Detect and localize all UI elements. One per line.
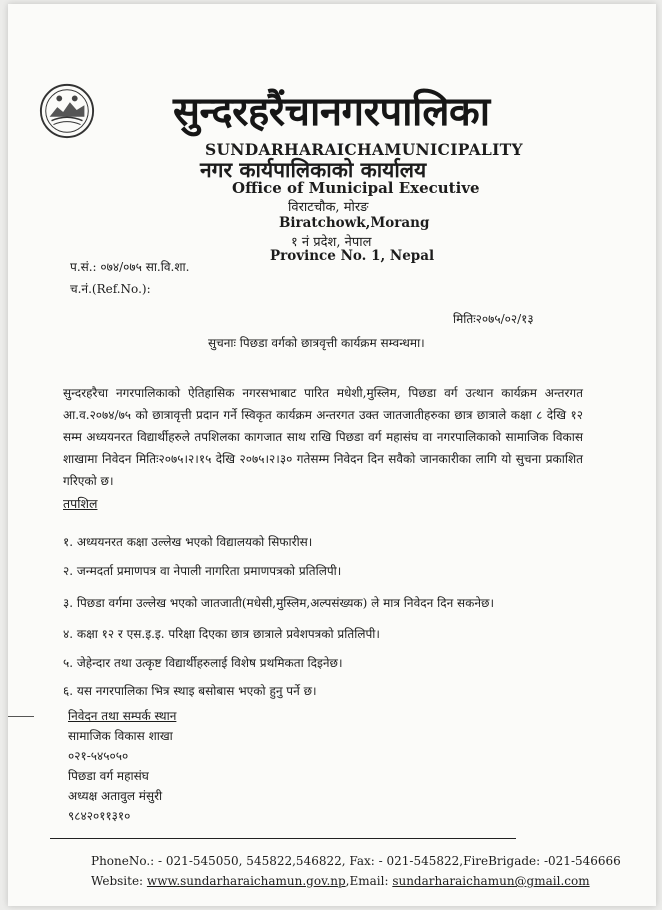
contact-line: पिछडा वर्ग महासंघ (68, 769, 149, 783)
margin-mark (8, 716, 34, 717)
contact-line: ९८४२०११३१० (68, 809, 131, 823)
municipality-name-nepali: सुन्दरहरैंचानगरपालिका (173, 88, 490, 135)
email-label: ,Email: (345, 874, 393, 888)
email-link[interactable]: sundarharaichamun@gmail.com (392, 874, 590, 888)
notice-body: सुन्दरहरैचा नगरपालिकाको ऐतिहासिक नगरसभाबाट पारित मधेशी,मुस्लिम, पिछडा वर्ग उत्थान कार्यक्रम अन्तरगत आ.व.२०७४/७५ को छात्रावृत्ती प्रदान गर्ने स्विकृत कार्यक्रम अन्तरगत उक्त जातजातीहरुका छात्र छात्राले कक्षा ८ देखि १२ सम्म अध्ययनरत विद्यार्थीहरुले तपशिलका कागजात साथ राखि पिछडा वर्ग महासंघ वा नगरपालिकाको सामाजिक विकास शाखामा निवेदन मितिः२०७५।२।१५ देखि २०७५।२।३० गतेसम्म निवेदन दिन सवैको जानकारीका लागि यो सुचना प्रकाशित गरिएको छ। (63, 386, 583, 488)
letter-page (8, 4, 656, 906)
list-item: २. जन्मदर्ता प्रमाणपत्र वा नेपाली नागरिता प्रमाणपत्रको प्रतिलिपी। (63, 564, 342, 578)
municipality-seal-icon (38, 82, 96, 140)
website-link[interactable]: www.sundarharaichamun.gov.np (146, 874, 346, 888)
list-item: ६. यस नगरपालिका भित्र स्थाइ बसोबास भएको हुनु पर्ने छ। (63, 684, 317, 698)
office-name-nepali: नगर कार्यपालिकाको कार्यालय (200, 157, 427, 182)
province-nepali: १ नं प्रदेश, नेपाल (291, 235, 372, 250)
footer-contact (91, 874, 590, 888)
website-label: Website: (91, 874, 147, 888)
footer-phone: PhoneNo.: - 021-545050, 545822,546822, Fax: - 021-545822,FireBrigade: -021-546666 (91, 854, 621, 868)
list-item: ५. जेहेन्दार तथा उत्कृष्ट विद्यार्थीहरुलाई विशेष प्रथमिकता दिइनेछ। (63, 656, 343, 670)
contact-line: अध्यक्ष अतावुल मंसुरी (68, 789, 163, 803)
office-name-english: Office of Municipal Executive (232, 179, 480, 197)
list-item: ४. कक्षा १२ र एस.इ.इ. परिक्षा दिएका छात्र छात्राले प्रवेशपत्रको प्रतिलिपी। (63, 627, 380, 641)
municipality-name-english: SUNDARHARAICHAMUNICIPALITY (205, 140, 523, 159)
letter-date: मितिः२०७५/०२/१३ (453, 312, 534, 326)
details-heading: तपशिल (63, 496, 98, 511)
list-item: ३. पिछडा वर्गमा उल्लेख भएको जातजाती(मधेसी,मुस्लिम,अल्पसंख्यक) ले मात्र निवेदन दिन सकनेछ। (63, 596, 495, 610)
contact-line: ०२१-५४५०५० (68, 749, 129, 763)
contact-heading: निवेदन तथा सम्पर्क स्थान (68, 709, 177, 723)
notice-subject: सुचनाः पिछडा वर्गको छात्रवृत्ती कार्यक्रम सम्वन्धमा। (208, 336, 425, 350)
footer-divider (50, 838, 516, 839)
province-english: Province No. 1, Nepal (270, 248, 435, 264)
dispatch-number: च.नं.(Ref.No.): (70, 282, 151, 296)
letter-number: प.सं.: ०७४/०७५ सा.वि.शा. (70, 260, 190, 274)
contact-line: सामाजिक विकास शाखा (68, 729, 173, 743)
list-item: १. अध्ययनरत कक्षा उल्लेख भएको विद्यालयको सिफारीस। (63, 535, 313, 549)
address-english: Biratchowk,Morang (279, 215, 430, 231)
address-nepali: विराटचौक, मोरङ (288, 200, 369, 215)
